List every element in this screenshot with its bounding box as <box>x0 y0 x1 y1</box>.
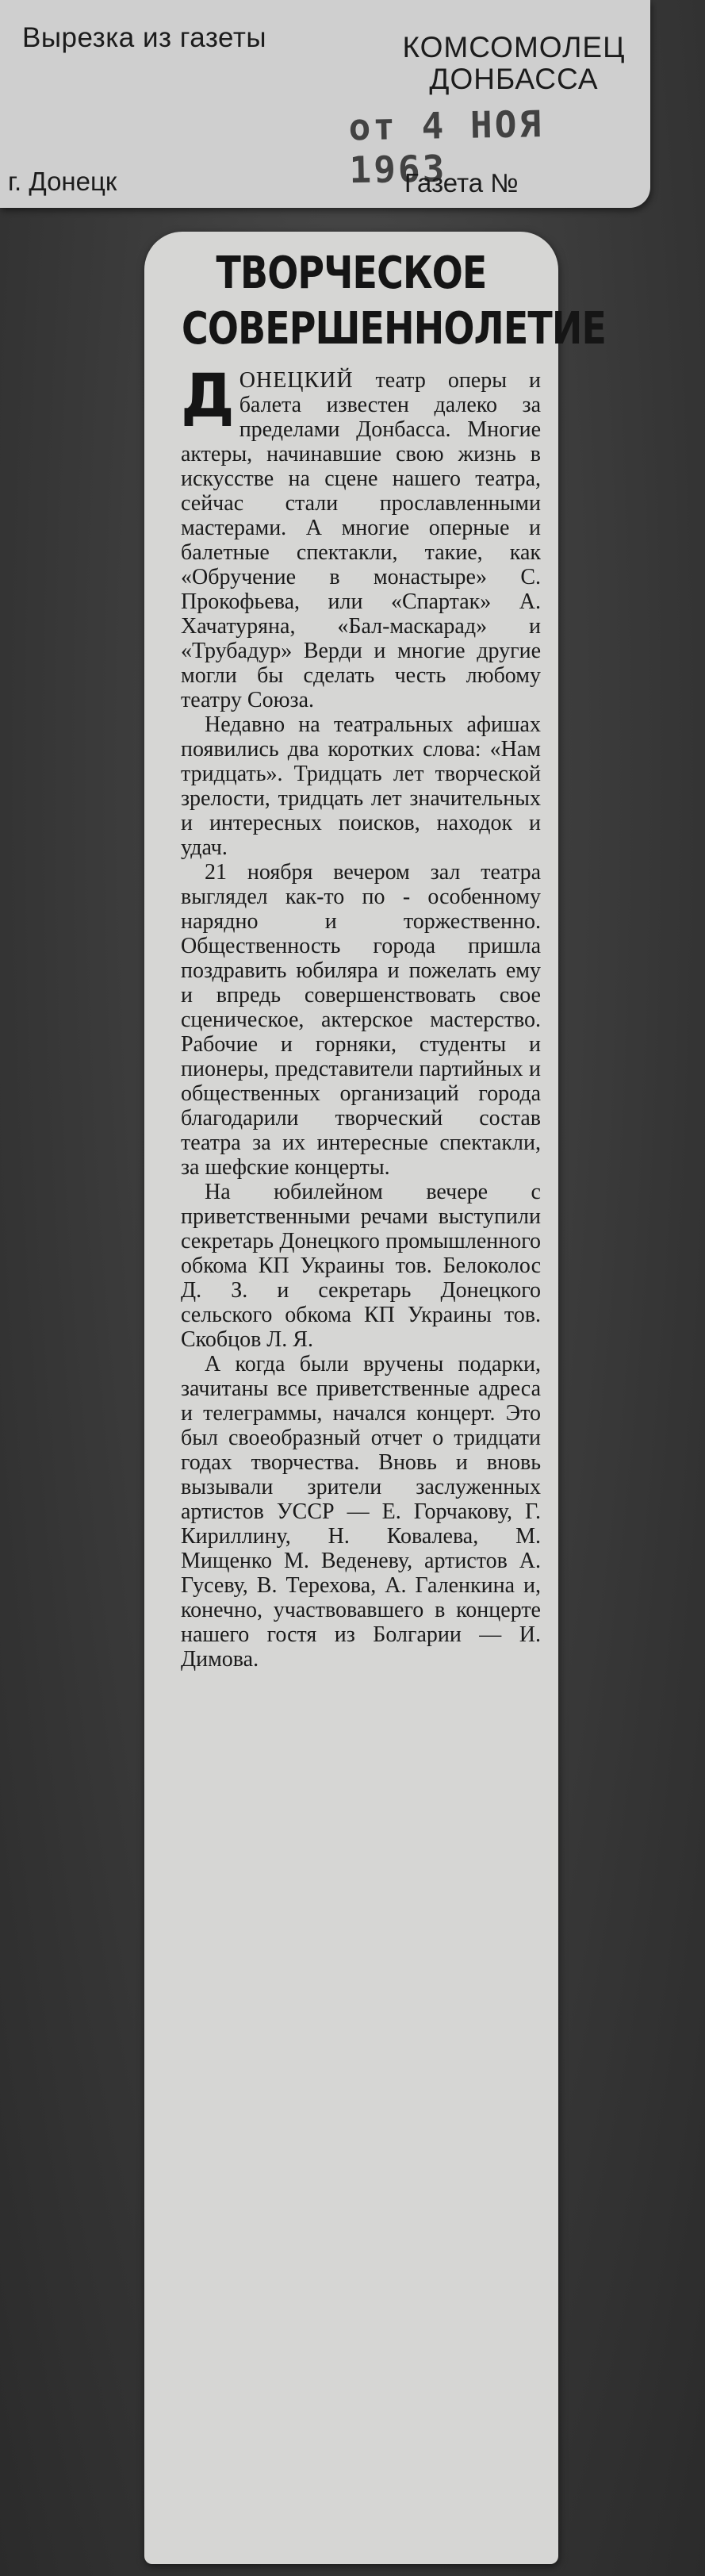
lead-word: ОНЕЦКИЙ <box>239 368 354 393</box>
cutout-label: Вырезка из газеты <box>22 22 267 53</box>
paragraph-2: Недавно на театральных афишах появились два коротких слова: «Нам тридцать». Тридцать лет творческой зрелости, тридцать лет значительных и интересных поисков, находок и удач. <box>181 712 541 860</box>
paragraph-5: А когда были вручены подарки, зачитаны все приветственные адреса и телеграммы, начался концерт. Это был своеобразный отчет о тридцати годах творчества. Вновь и вновь вызывали зрители заслуженных артистов УССР — Е. Горчакову, Г. Кириллину, Н. Ковалева, М. Мищенко М. Веденеву, артистов А. Гусеву, В. Терехова, А. Галенкина и, конечно, участвовавшего в концерте нашего гостя из Болгарии — И. Димова. <box>181 1352 541 1672</box>
title-line-2: СОВЕРШЕННОЛЕТИЕ <box>181 303 607 355</box>
issue-label: Газета № <box>404 168 519 198</box>
date-stamp: от 4 НОЯ 1963 <box>348 102 544 192</box>
article-title <box>181 246 607 357</box>
clipping-label-card <box>0 0 650 208</box>
drop-cap: Д <box>181 360 235 431</box>
newspaper-clipping <box>144 232 607 2564</box>
newspaper-name: КОМСОМОЛЕЦ ДОНБАССА <box>402 31 626 95</box>
paragraph-1 <box>181 360 541 712</box>
title-line-1: ТВОРЧЕСКОЕ <box>216 248 487 299</box>
paragraph-4: На юбилейном вечере с приветственными речами выступили секретарь Донецкого промышленного обкома КП Украины тов. Белоколос Д. З. и секретарь Донецкого сельского обкома КП Украины тов. Скобцов Л. Я. <box>181 1180 541 1352</box>
paragraph-1-text: театр оперы и балета известен далеко за пределами Донбасса. Многие актеры, начинавшие свою жизнь в искусстве на сцене нашего театра, сейчас стали прославленными мастерами. А многие оперные и балетные спектакли, такие, как «Обручение в монастыре» С. Прокофьева, или «Спартак» А. Хачатуряна, «Бал-маскарад» и «Трубадур» Верди и многие другие могли бы сделать честь любому театру Союза. <box>181 368 541 712</box>
article-body <box>181 360 541 1672</box>
city-label: г. Донецк <box>8 167 117 196</box>
paragraph-3: 21 ноября вечером зал театра выглядел как-то по - особенному нарядно и торжественно. Общественность города пришла поздравить юбиляра и пожелать ему и впредь совершенствовать свое сценическое, актерское мастерство. Рабочие и горняки, студенты и пионеры, представители партийных и общественных организаций города благодарили творческий состав театра за их интересные спектакли, за шефские концерты. <box>181 860 541 1180</box>
